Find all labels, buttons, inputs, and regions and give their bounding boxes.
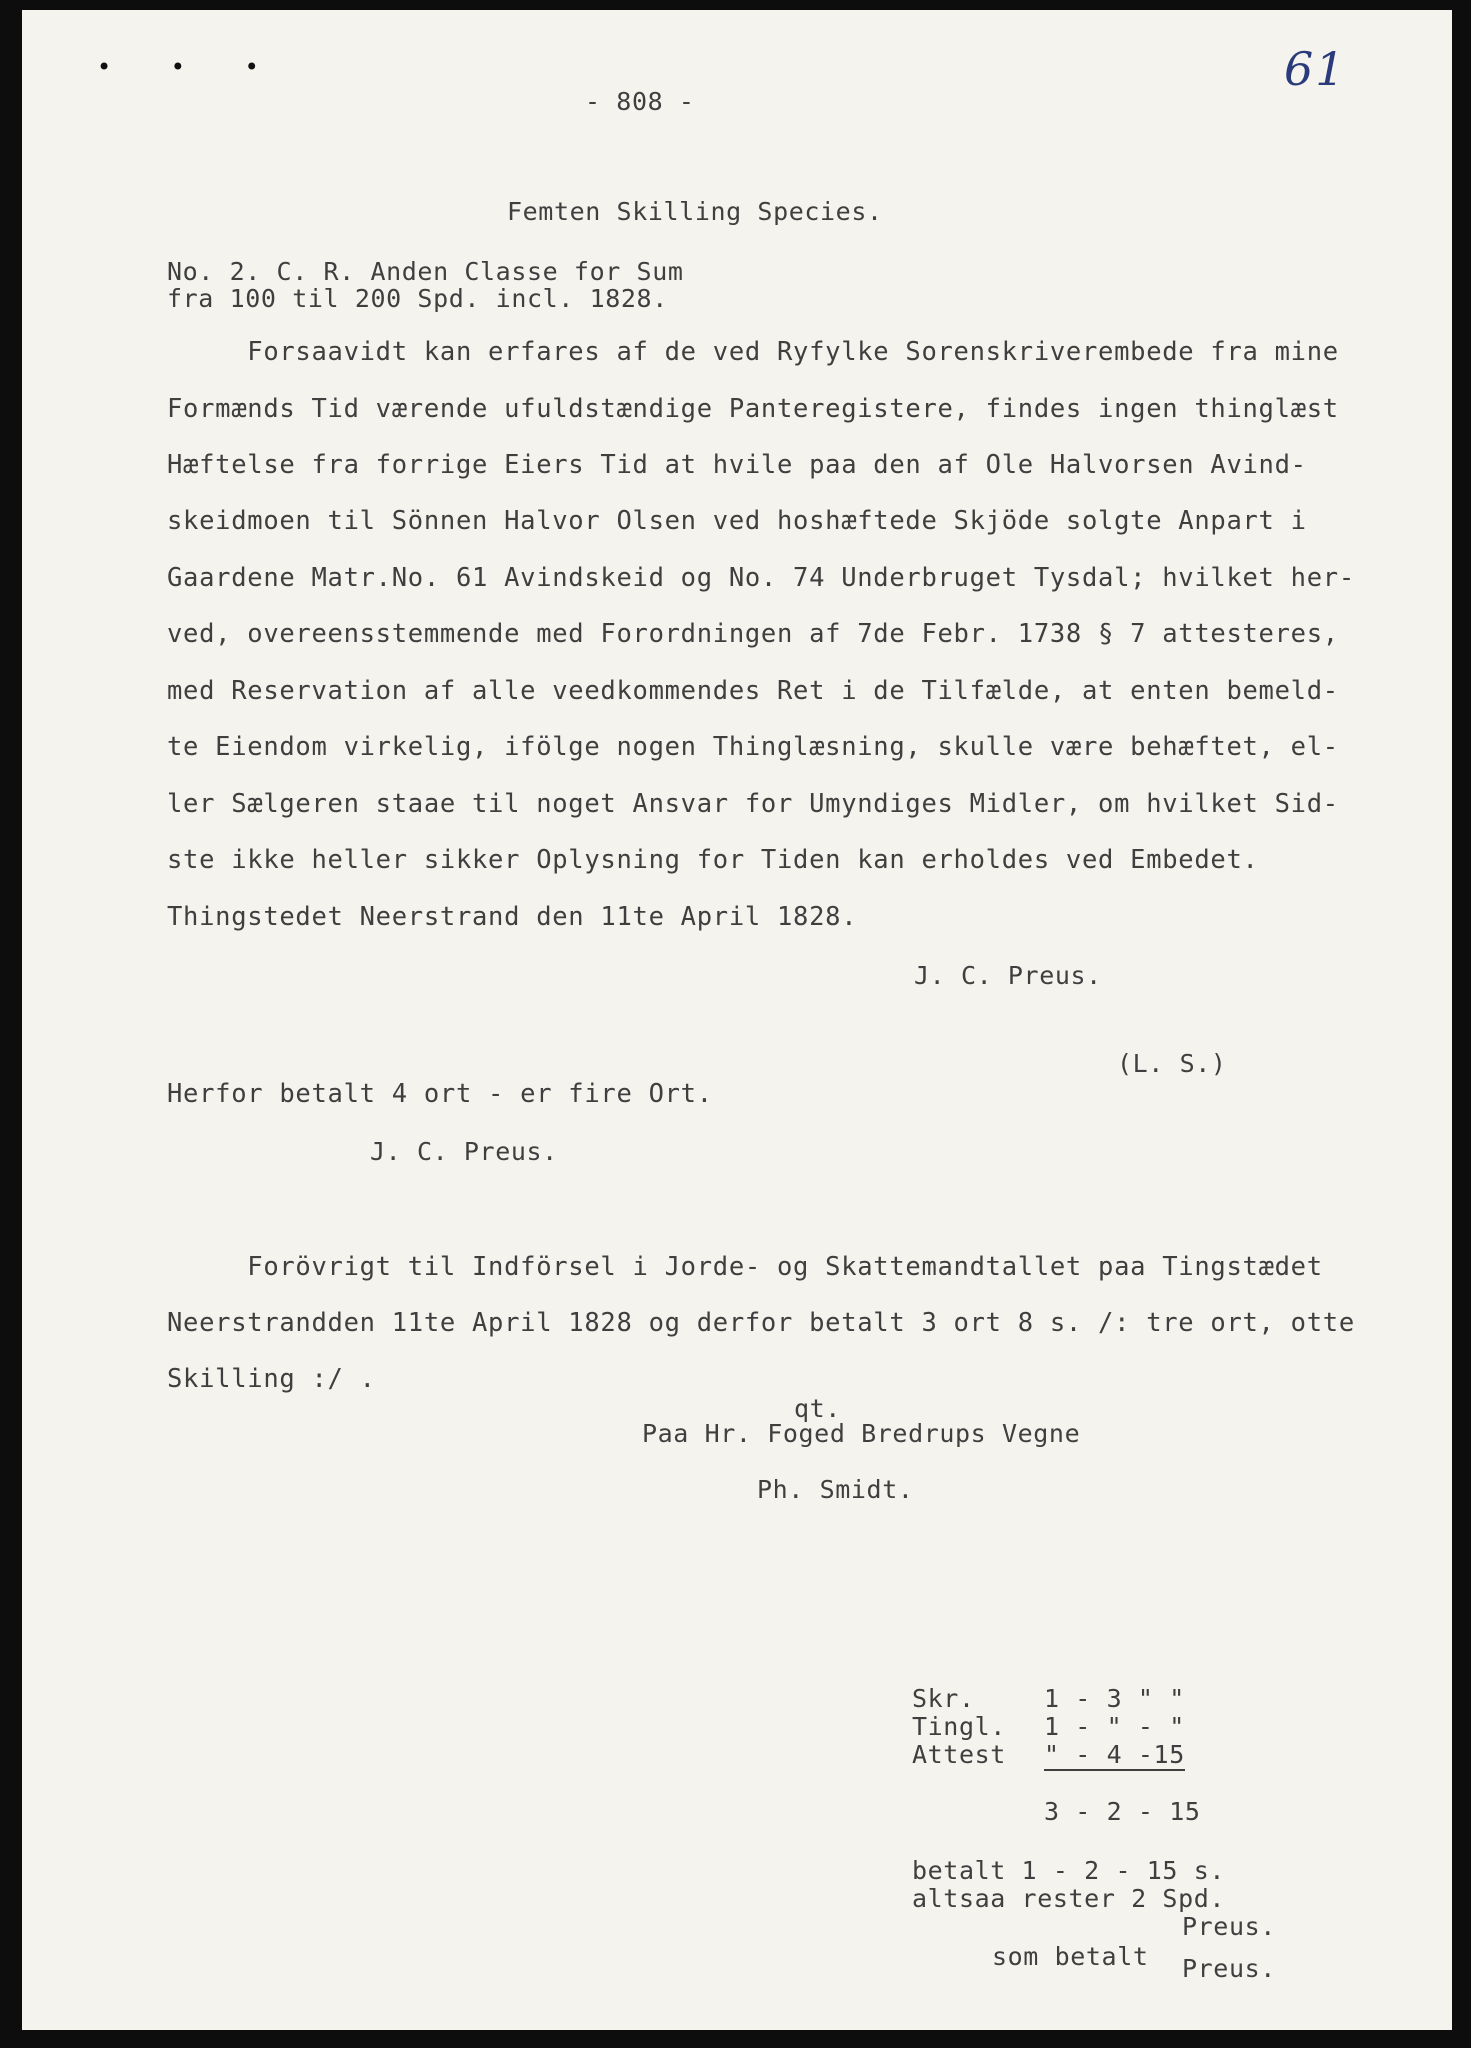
folio-number: 61 (1284, 42, 1347, 96)
entry-line: Forövrigt til Indförsel i Jorde- og Skattemandtallet paa Tingstædet (167, 1252, 1323, 1282)
fee-line: Herfor betalt 4 ort - er fire Ort. (167, 1079, 713, 1109)
stamp-class-line-2: fra 100 til 200 Spd. incl. 1828. (167, 284, 668, 313)
stamp-class-line-1: No. 2. C. R. Anden Classe for Sum (167, 257, 684, 286)
fee-value: 1 - " - " (1044, 1712, 1185, 1741)
fee-remaining: altsaa rester 2 Spd. (912, 1884, 1226, 1913)
body-line: ler Sælgeren staae til noget Ansvar for Umyndiges Midler, om hvilket Sid- (167, 789, 1339, 819)
fee-preus-1: Preus. (1182, 1912, 1276, 1941)
fee-value: 1 - 3 " " (1044, 1684, 1185, 1713)
entry-line: Neerstrandden 11te April 1828 og derfor betalt 3 ort 8 s. /: tre ort, otte (167, 1308, 1355, 1338)
fee-som-betalt: som betalt (992, 1942, 1149, 1971)
fee-label: Attest (912, 1740, 1006, 1769)
body-line: ved, overeensstemmende med Forordningen af 7de Febr. 1738 § 7 attesteres, (167, 619, 1339, 649)
on-behalf-line: Paa Hr. Foged Bredrups Vegne (642, 1419, 1081, 1448)
body-line: te Eiendom virkelig, ifölge nogen Thinglæsning, skulle være behæftet, el- (167, 732, 1339, 762)
signature-preus-2: J. C. Preus. (370, 1137, 558, 1166)
fee-total: 3 - 2 - 15 (1044, 1797, 1201, 1826)
fee-preus-2: Preus. (1182, 1954, 1276, 1983)
body-line: Gaardene Matr.No. 61 Avindskeid og No. 74 Underbruget Tysdal; hvilket her- (167, 563, 1355, 593)
body-line: skeidmoen til Sönnen Halvor Olsen ved hoshæftede Skjöde solgte Anpart i (167, 506, 1307, 536)
fee-label: Skr. (912, 1684, 975, 1713)
stamp-title: Femten Skilling Species. (507, 197, 883, 226)
signature-preus-1: J. C. Preus. (914, 961, 1102, 990)
body-line: ste ikke heller sikker Oplysning for Tiden kan erholdes ved Embedet. (167, 845, 1259, 875)
seal-mark: (L. S.) (1117, 1049, 1227, 1078)
corner-marks: • • • (97, 53, 285, 81)
signature-smidt: Ph. Smidt. (757, 1475, 914, 1504)
document-page (22, 10, 1452, 2030)
body-line: Hæftelse fra forrige Eiers Tid at hvile paa den af Ole Halvorsen Avind- (167, 450, 1307, 480)
fee-paid: betalt 1 - 2 - 15 s. (912, 1856, 1226, 1885)
body-line: med Reservation af alle veedkommendes Ret i de Tilfælde, at enten bemeld- (167, 676, 1339, 706)
qt-mark: qt. (794, 1394, 841, 1423)
body-line: Forsaavidt kan erfares af de ved Ryfylke Sorenskriverembede fra mine (167, 337, 1339, 367)
entry-line: Skilling :/ . (167, 1364, 376, 1394)
fee-value: " - 4 -15 (1044, 1740, 1185, 1769)
body-line: Thingstedet Neerstrand den 11te April 1828. (167, 902, 858, 932)
page-number: - 808 - (585, 87, 695, 116)
fee-label: Tingl. (912, 1712, 1006, 1741)
body-line: Formænds Tid værende ufuldstændige Panteregistere, findes ingen thinglæst (167, 394, 1339, 424)
